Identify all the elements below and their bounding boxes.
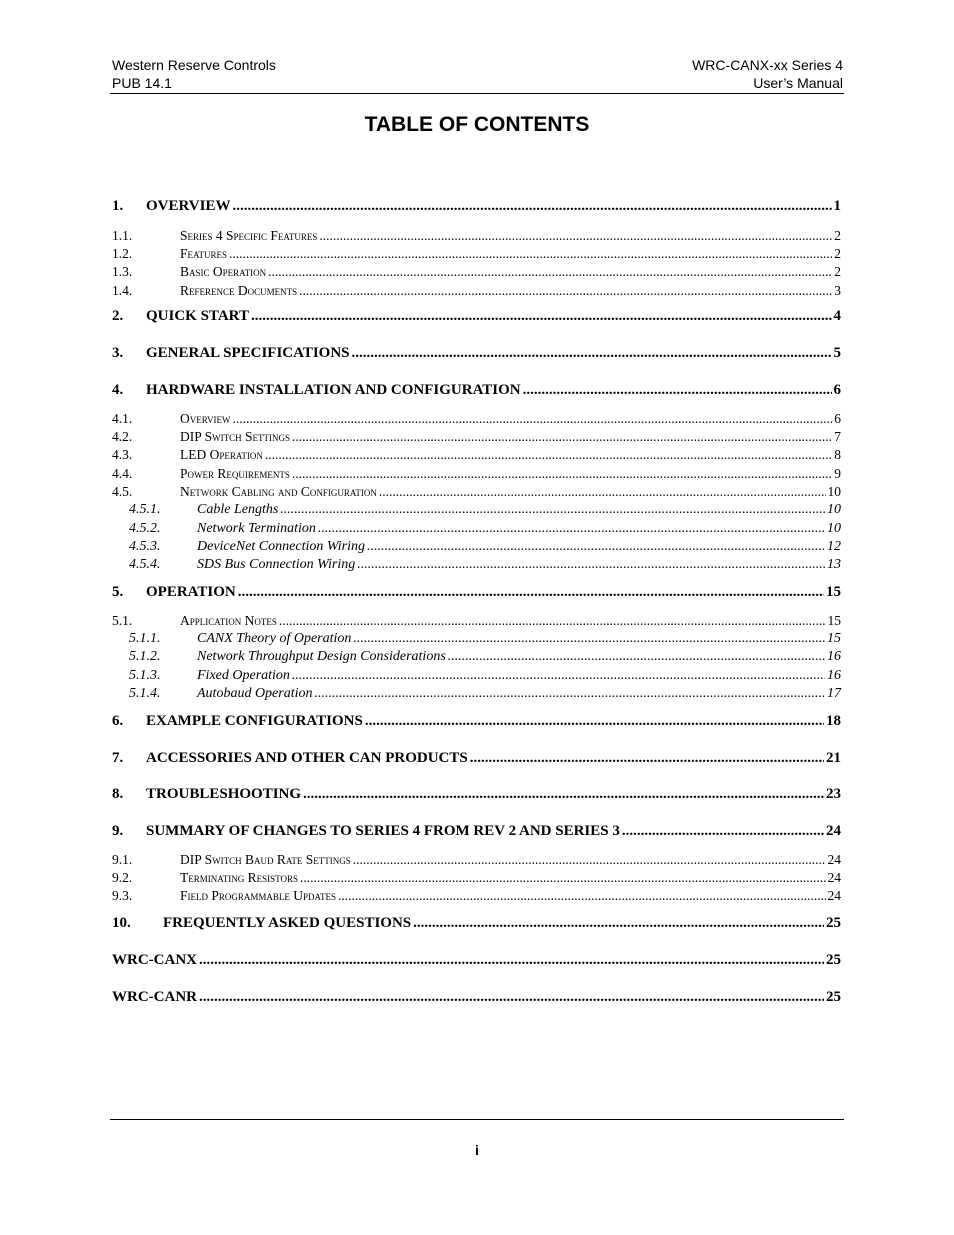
toc-entry-5[interactable] bbox=[112, 584, 841, 601]
toc-number: 3. bbox=[112, 345, 124, 361]
toc-label: SDS Bus Connection Wiring bbox=[197, 557, 356, 572]
toc-number: 4.5.3. bbox=[129, 539, 161, 554]
toc-number: 5.1. bbox=[112, 613, 133, 628]
toc-label: EXAMPLE CONFIGURATIONS bbox=[146, 713, 363, 729]
toc-entry-4-3[interactable] bbox=[112, 447, 841, 463]
toc-page: 6 bbox=[834, 411, 841, 426]
toc-page: 2 bbox=[834, 264, 841, 279]
toc-page: 8 bbox=[834, 447, 841, 462]
toc-page: 15 bbox=[826, 584, 841, 600]
toc-number: 2. bbox=[112, 308, 124, 324]
toc-label: QUICK START bbox=[146, 308, 249, 324]
toc-page: 7 bbox=[834, 429, 841, 444]
toc-label: OPERATION bbox=[146, 584, 236, 600]
product-name: WRC-CANX-xx Series 4 bbox=[692, 57, 843, 73]
toc-label: Terminating Resistors bbox=[180, 870, 298, 885]
toc-number: 4.5.4. bbox=[129, 557, 161, 572]
toc-page: 2 bbox=[834, 228, 841, 243]
toc-page: 12 bbox=[827, 539, 841, 554]
toc-page: 24 bbox=[826, 823, 841, 839]
toc-number: 9.1. bbox=[112, 852, 133, 867]
toc-entry-4-5[interactable] bbox=[112, 484, 841, 500]
toc-entry-7[interactable] bbox=[112, 750, 841, 767]
toc-number: 1.4. bbox=[112, 283, 133, 298]
leader-dots bbox=[265, 447, 832, 463]
toc-page: 21 bbox=[826, 750, 841, 766]
leader-dots bbox=[353, 631, 825, 647]
toc-label: Field Programmable Updates bbox=[180, 888, 337, 903]
leader-dots bbox=[292, 429, 832, 445]
toc-number: 5.1.3. bbox=[129, 668, 161, 683]
page-number: i bbox=[475, 1142, 479, 1158]
toc-entry-4-1[interactable] bbox=[112, 411, 841, 427]
leader-dots bbox=[352, 345, 832, 362]
page-title: TABLE OF CONTENTS bbox=[364, 113, 590, 136]
toc-number: 5.1.4. bbox=[129, 686, 161, 701]
leader-dots bbox=[622, 823, 824, 840]
toc-entry-5-1-2[interactable] bbox=[112, 649, 841, 665]
toc-entry-wrc-canr[interactable] bbox=[112, 989, 841, 1006]
leader-dots bbox=[268, 264, 832, 280]
toc-number: 1. bbox=[112, 198, 124, 214]
toc-label: Overview bbox=[180, 411, 231, 426]
toc-page: 23 bbox=[826, 786, 841, 802]
leader-dots bbox=[292, 466, 832, 482]
toc-number: 9. bbox=[112, 823, 124, 839]
leader-dots bbox=[300, 870, 826, 886]
toc-entry-6[interactable] bbox=[112, 713, 841, 730]
footer-divider bbox=[110, 1119, 844, 1120]
toc-page: 15 bbox=[827, 613, 841, 628]
toc-page: 24 bbox=[827, 870, 841, 885]
leader-dots bbox=[299, 283, 832, 299]
toc-entry-4[interactable] bbox=[112, 382, 841, 399]
toc-page: 2 bbox=[834, 246, 841, 261]
toc-entry-1-4[interactable] bbox=[112, 283, 841, 299]
toc-entry-1[interactable] bbox=[112, 198, 841, 215]
leader-dots bbox=[319, 228, 832, 244]
toc-page: 5 bbox=[833, 345, 841, 361]
toc-label: Network Termination bbox=[197, 521, 316, 536]
document-type: User’s Manual bbox=[753, 75, 843, 91]
toc-number: 9.2. bbox=[112, 870, 133, 885]
leader-dots bbox=[233, 411, 833, 427]
company-name: Western Reserve Controls bbox=[112, 57, 276, 73]
toc-page: 24 bbox=[827, 888, 841, 903]
toc-number: 4.1. bbox=[112, 411, 133, 426]
toc-entry-3[interactable] bbox=[112, 345, 841, 362]
toc-entry-10[interactable] bbox=[112, 915, 841, 932]
toc-entry-4-5-1[interactable] bbox=[112, 502, 841, 518]
toc-page: 25 bbox=[826, 952, 841, 968]
toc-page: 10 bbox=[827, 502, 841, 517]
leader-dots bbox=[338, 888, 825, 904]
toc-entry-4-5-2[interactable] bbox=[112, 521, 841, 537]
toc-number: 4.5.1. bbox=[129, 502, 161, 517]
toc-page: 16 bbox=[827, 649, 841, 664]
toc-entry-wrc-canx[interactable] bbox=[112, 952, 841, 969]
leader-dots bbox=[367, 539, 825, 555]
toc-label: Basic Operation bbox=[180, 264, 267, 279]
leader-dots bbox=[303, 786, 824, 803]
leader-dots bbox=[523, 382, 832, 399]
toc-entry-5-1[interactable] bbox=[112, 613, 841, 629]
toc-label: Features bbox=[180, 246, 228, 261]
toc-label: ACCESSORIES AND OTHER CAN PRODUCTS bbox=[146, 750, 468, 766]
toc-page: 4 bbox=[833, 308, 841, 324]
toc-label: Series 4 Specific Features bbox=[180, 228, 318, 243]
toc-page: 25 bbox=[826, 989, 841, 1005]
toc-label: Power Requirements bbox=[180, 466, 290, 481]
toc-page: 17 bbox=[827, 686, 841, 701]
leader-dots bbox=[279, 613, 826, 629]
toc-entry-5-1-4[interactable] bbox=[112, 686, 841, 702]
toc-label: Autobaud Operation bbox=[197, 686, 313, 701]
leader-dots bbox=[233, 198, 832, 215]
toc-number: 5.1.1. bbox=[129, 631, 161, 646]
toc-label: Reference Documents bbox=[180, 283, 298, 298]
toc-entry-4-2[interactable] bbox=[112, 429, 841, 445]
toc-entry-2[interactable] bbox=[112, 308, 841, 325]
toc-label: Application Notes bbox=[180, 613, 277, 628]
toc-label: TROUBLESHOOTING bbox=[146, 786, 302, 802]
toc-number: 8. bbox=[112, 786, 124, 802]
toc-label: SUMMARY OF CHANGES TO SERIES 4 FROM REV 2 AND SERIES 3 bbox=[146, 823, 620, 839]
leader-dots bbox=[365, 713, 824, 730]
leader-dots bbox=[229, 246, 832, 262]
toc-label: DIP Switch Baud Rate Settings bbox=[180, 852, 351, 867]
toc-label: GENERAL SPECIFICATIONS bbox=[146, 345, 350, 361]
toc-page: 10 bbox=[827, 484, 841, 499]
toc-page: 24 bbox=[827, 852, 841, 867]
leader-dots bbox=[251, 308, 832, 325]
leader-dots bbox=[315, 686, 826, 702]
toc-number: 7. bbox=[112, 750, 124, 766]
toc-entry-1-2[interactable] bbox=[112, 246, 841, 262]
toc-label: WRC-CANX bbox=[112, 952, 197, 968]
leader-dots bbox=[199, 952, 824, 969]
toc-number: 4.4. bbox=[112, 466, 133, 481]
leader-dots bbox=[470, 750, 824, 767]
leader-dots bbox=[199, 989, 824, 1006]
toc-number: 4.5.2. bbox=[129, 521, 161, 536]
toc-label: DIP Switch Settings bbox=[180, 429, 291, 444]
toc-page: 25 bbox=[826, 915, 841, 931]
toc-page: 6 bbox=[833, 382, 841, 398]
toc-entry-4-4[interactable] bbox=[112, 466, 841, 482]
toc-entry-9-1[interactable] bbox=[112, 852, 841, 868]
toc-label: Network Throughput Design Considerations bbox=[197, 649, 446, 664]
toc-label: CANX Theory of Operation bbox=[197, 631, 352, 646]
toc-page: 1 bbox=[833, 198, 841, 214]
toc-number: 5.1.2. bbox=[129, 649, 161, 664]
toc-entry-9[interactable] bbox=[112, 823, 841, 840]
toc-entry-8[interactable] bbox=[112, 786, 841, 803]
toc-label: HARDWARE INSTALLATION AND CONFIGURATION bbox=[146, 382, 521, 398]
toc-number: 6. bbox=[112, 713, 124, 729]
toc-number: 1.3. bbox=[112, 264, 133, 279]
toc-entry-1-1[interactable] bbox=[112, 228, 841, 244]
toc-number: 1.1. bbox=[112, 228, 133, 243]
leader-dots bbox=[413, 915, 824, 932]
toc-entry-9-3[interactable] bbox=[112, 888, 841, 904]
toc-number: 9.3. bbox=[112, 888, 133, 903]
header-right bbox=[692, 56, 843, 92]
toc-number: 4.2. bbox=[112, 429, 133, 444]
toc-label: Network Cabling and Configuration bbox=[180, 484, 377, 499]
leader-dots bbox=[379, 484, 826, 500]
leader-dots bbox=[238, 584, 824, 601]
leader-dots bbox=[448, 649, 825, 665]
toc-number: 5. bbox=[112, 584, 124, 600]
publication-number: PUB 14.1 bbox=[112, 75, 172, 91]
header-left bbox=[112, 56, 276, 92]
leader-dots bbox=[318, 521, 825, 537]
toc-page: 16 bbox=[827, 668, 841, 683]
leader-dots bbox=[357, 557, 825, 573]
toc-page: 13 bbox=[827, 557, 841, 572]
leader-dots bbox=[353, 852, 826, 868]
toc-label: Fixed Operation bbox=[197, 668, 290, 683]
toc-label: OVERVIEW bbox=[146, 198, 231, 214]
toc-page: 15 bbox=[827, 631, 841, 646]
toc-label: LED Operation bbox=[180, 447, 263, 462]
toc-label: FREQUENTLY ASKED QUESTIONS bbox=[163, 915, 412, 931]
toc-number: 4.3. bbox=[112, 447, 133, 462]
toc-page: 18 bbox=[826, 713, 841, 729]
toc-number: 10. bbox=[112, 915, 131, 931]
toc-page: 10 bbox=[827, 521, 841, 536]
toc-page: 3 bbox=[834, 283, 841, 298]
toc-label: DeviceNet Connection Wiring bbox=[197, 539, 365, 554]
toc-entry-1-3[interactable] bbox=[112, 264, 841, 280]
toc-entry-5-1-3[interactable] bbox=[112, 668, 841, 684]
toc-page: 9 bbox=[834, 466, 841, 481]
toc-number: 4.5. bbox=[112, 484, 133, 499]
toc-label: WRC-CANR bbox=[112, 989, 197, 1005]
toc-entry-4-5-3[interactable] bbox=[112, 539, 841, 555]
toc-label: Cable Lengths bbox=[197, 502, 279, 517]
toc-number: 1.2. bbox=[112, 246, 133, 261]
toc-entry-5-1-1[interactable] bbox=[112, 631, 841, 647]
header-divider bbox=[110, 93, 844, 94]
toc-number: 4. bbox=[112, 382, 124, 398]
leader-dots bbox=[292, 668, 825, 684]
leader-dots bbox=[280, 502, 825, 518]
toc-entry-9-2[interactable] bbox=[112, 870, 841, 886]
toc-entry-4-5-4[interactable] bbox=[112, 557, 841, 573]
